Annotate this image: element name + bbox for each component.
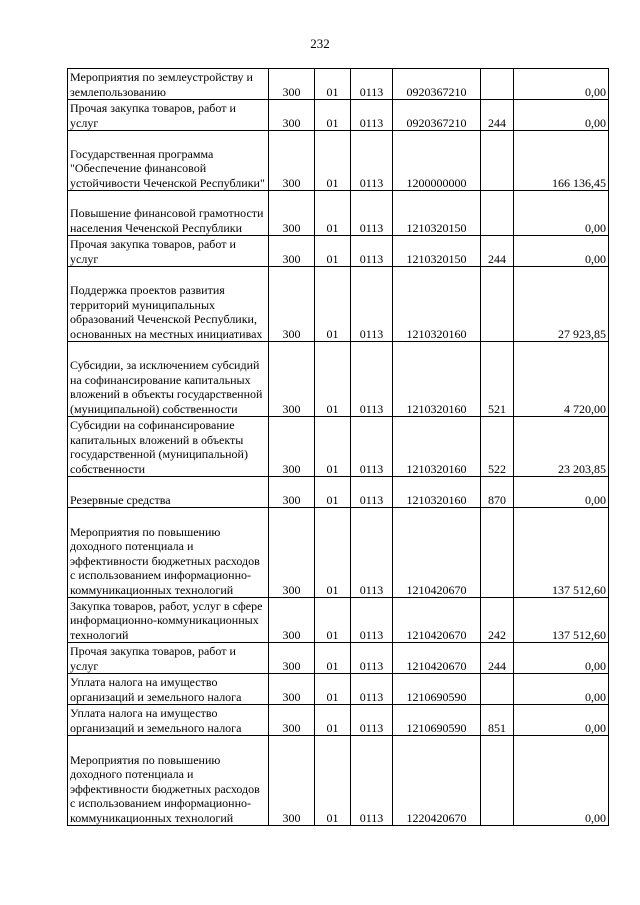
row-expense-type: 521 <box>481 342 514 417</box>
row-grbs: 300 <box>269 69 315 100</box>
table-row <box>68 674 609 705</box>
row-grbs: 300 <box>269 598 315 643</box>
table-row <box>68 643 609 674</box>
row-grbs: 300 <box>269 705 315 736</box>
row-expense-type: 870 <box>481 477 514 508</box>
row-subsection: 0113 <box>351 267 393 342</box>
row-section: 01 <box>315 100 351 131</box>
row-grbs: 300 <box>269 736 315 826</box>
row-name: Прочая закупка товаров, работ и услуг <box>68 100 269 131</box>
table-row <box>68 598 609 643</box>
row-target-code: 1210320150 <box>393 236 481 267</box>
row-grbs: 300 <box>269 342 315 417</box>
row-target-code: 1210420670 <box>393 508 481 598</box>
row-subsection: 0113 <box>351 417 393 477</box>
row-amount: 0,00 <box>514 191 609 236</box>
row-subsection: 0113 <box>351 236 393 267</box>
row-expense-type: 244 <box>481 100 514 131</box>
row-grbs: 300 <box>269 267 315 342</box>
row-amount: 137 512,60 <box>514 598 609 643</box>
row-section: 01 <box>315 342 351 417</box>
row-name: Мероприятия по землеустройству и землепользованию <box>68 69 269 100</box>
row-subsection: 0113 <box>351 598 393 643</box>
row-name: Уплата налога на имущество организаций и земельного налога <box>68 674 269 705</box>
row-expense-type: 522 <box>481 417 514 477</box>
table-row <box>68 69 609 100</box>
row-name: Государственная программа "Обеспечение финансовой устойчивости Чеченской Республики" <box>68 131 269 191</box>
row-expense-type: 242 <box>481 598 514 643</box>
row-target-code: 1210320160 <box>393 267 481 342</box>
row-grbs: 300 <box>269 131 315 191</box>
row-target-code: 1210320150 <box>393 191 481 236</box>
row-section: 01 <box>315 508 351 598</box>
budget-table <box>67 68 609 826</box>
row-subsection: 0113 <box>351 508 393 598</box>
row-section: 01 <box>315 69 351 100</box>
row-amount: 0,00 <box>514 477 609 508</box>
row-target-code: 1210320160 <box>393 477 481 508</box>
row-target-code: 1210420670 <box>393 598 481 643</box>
row-grbs: 300 <box>269 508 315 598</box>
row-amount: 0,00 <box>514 736 609 826</box>
table-row <box>68 131 609 191</box>
row-subsection: 0113 <box>351 643 393 674</box>
row-subsection: 0113 <box>351 100 393 131</box>
row-amount: 0,00 <box>514 236 609 267</box>
row-amount: 0,00 <box>514 100 609 131</box>
row-section: 01 <box>315 736 351 826</box>
table-row <box>68 236 609 267</box>
row-target-code: 1220420670 <box>393 736 481 826</box>
row-expense-type <box>481 191 514 236</box>
row-subsection: 0113 <box>351 131 393 191</box>
row-name: Прочая закупка товаров, работ и услуг <box>68 236 269 267</box>
row-section: 01 <box>315 674 351 705</box>
row-target-code: 1210320160 <box>393 342 481 417</box>
table-row <box>68 100 609 131</box>
row-subsection: 0113 <box>351 342 393 417</box>
row-section: 01 <box>315 236 351 267</box>
row-expense-type: 851 <box>481 705 514 736</box>
row-name: Уплата налога на имущество организаций и земельного налога <box>68 705 269 736</box>
row-grbs: 300 <box>269 417 315 477</box>
table-row <box>68 342 609 417</box>
row-target-code: 1200000000 <box>393 131 481 191</box>
row-subsection: 0113 <box>351 191 393 236</box>
row-expense-type <box>481 736 514 826</box>
table-row <box>68 417 609 477</box>
table-row <box>68 508 609 598</box>
row-amount: 0,00 <box>514 69 609 100</box>
row-name: Мероприятия по повышению доходного потенциала и эффективности бюджетных расходов с использованием информационно-коммуникационных технологий <box>68 736 269 826</box>
table-row <box>68 736 609 826</box>
row-name: Резервные средства <box>68 477 269 508</box>
row-section: 01 <box>315 267 351 342</box>
row-target-code: 1210420670 <box>393 643 481 674</box>
row-expense-type: 244 <box>481 236 514 267</box>
row-amount: 137 512,60 <box>514 508 609 598</box>
row-subsection: 0113 <box>351 69 393 100</box>
row-amount: 23 203,85 <box>514 417 609 477</box>
row-grbs: 300 <box>269 236 315 267</box>
row-expense-type <box>481 267 514 342</box>
row-expense-type: 244 <box>481 643 514 674</box>
row-amount: 166 136,45 <box>514 131 609 191</box>
row-target-code: 1210690590 <box>393 674 481 705</box>
row-section: 01 <box>315 417 351 477</box>
row-amount: 0,00 <box>514 643 609 674</box>
row-expense-type <box>481 69 514 100</box>
row-section: 01 <box>315 705 351 736</box>
table-row <box>68 267 609 342</box>
row-section: 01 <box>315 643 351 674</box>
row-expense-type <box>481 131 514 191</box>
table-row <box>68 477 609 508</box>
row-amount: 27 923,85 <box>514 267 609 342</box>
row-expense-type <box>481 674 514 705</box>
row-name: Закупка товаров, работ, услуг в сфере информационно-коммуникационных технологий <box>68 598 269 643</box>
row-section: 01 <box>315 477 351 508</box>
row-grbs: 300 <box>269 674 315 705</box>
row-section: 01 <box>315 191 351 236</box>
row-name: Прочая закупка товаров, работ и услуг <box>68 643 269 674</box>
row-amount: 0,00 <box>514 674 609 705</box>
row-target-code: 1210320160 <box>393 417 481 477</box>
page-number: 232 <box>310 36 330 51</box>
row-target-code: 0920367210 <box>393 100 481 131</box>
table-row <box>68 191 609 236</box>
row-target-code: 0920367210 <box>393 69 481 100</box>
row-amount: 4 720,00 <box>514 342 609 417</box>
row-name: Субсидии на софинансирование капитальных вложений в объекты государственной (муниципальной) собственности <box>68 417 269 477</box>
row-name: Поддержка проектов развития территорий муниципальных образований Чеченской Республики, основанных на местных инициативах <box>68 267 269 342</box>
row-grbs: 300 <box>269 100 315 131</box>
row-grbs: 300 <box>269 191 315 236</box>
row-subsection: 0113 <box>351 736 393 826</box>
row-grbs: 300 <box>269 477 315 508</box>
row-name: Повышение финансовой грамотности населения Чеченской Республики <box>68 191 269 236</box>
row-name: Субсидии, за исключением субсидий на софинансирование капитальных вложений в объекты государственной (муниципальной) собственности <box>68 342 269 417</box>
row-amount: 0,00 <box>514 705 609 736</box>
row-subsection: 0113 <box>351 674 393 705</box>
row-section: 01 <box>315 598 351 643</box>
row-grbs: 300 <box>269 643 315 674</box>
row-subsection: 0113 <box>351 705 393 736</box>
row-section: 01 <box>315 131 351 191</box>
row-name: Мероприятия по повышению доходного потенциала и эффективности бюджетных расходов с использованием информационно-коммуникационных технологий <box>68 508 269 598</box>
row-target-code: 1210690590 <box>393 705 481 736</box>
table-row <box>68 705 609 736</box>
row-expense-type <box>481 508 514 598</box>
row-subsection: 0113 <box>351 477 393 508</box>
